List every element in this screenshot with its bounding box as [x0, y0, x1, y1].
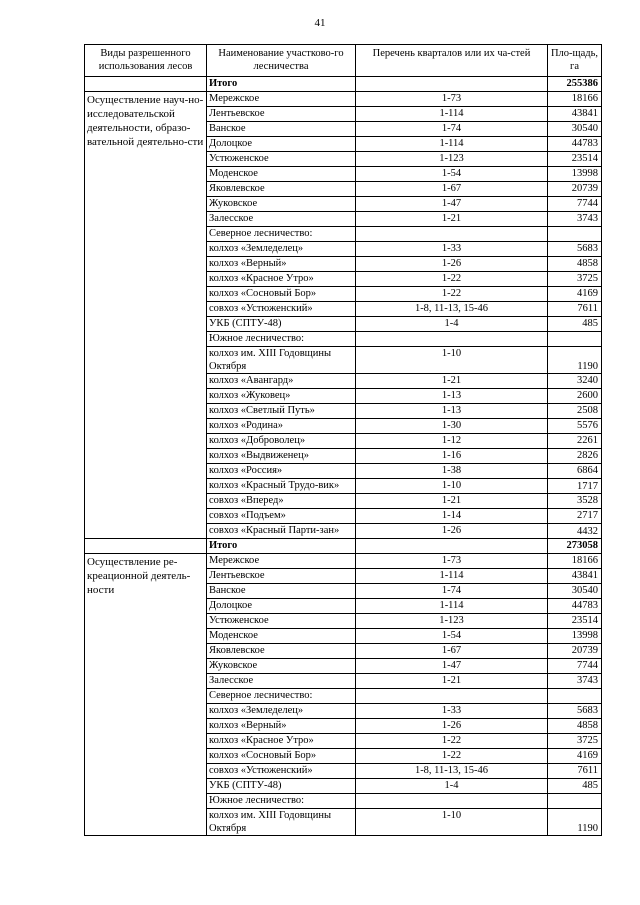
forestry-name-cell: Северное лесничество:: [207, 689, 356, 704]
quarters-cell: 1-54: [356, 629, 548, 644]
quarters-cell: 1-22: [356, 272, 548, 287]
use-type-cell: Осуществление науч-но-исследовательской деятельности, образо-вательной деятельно-сти: [85, 92, 207, 539]
forestry-name-cell: Жуковское: [207, 197, 356, 212]
area-cell: 13998: [548, 167, 602, 182]
forestry-name-cell: Ванское: [207, 584, 356, 599]
forestry-name-cell: колхоз «Красный Трудо-вик»: [207, 479, 356, 494]
quarters-cell: 1-74: [356, 584, 548, 599]
quarters-cell: 1-8, 11-13, 15-46: [356, 764, 548, 779]
total-value: 255386: [548, 77, 602, 92]
forestry-name-cell: Долоцкое: [207, 137, 356, 152]
forestry-name-cell: совхоз «Устюженский»: [207, 764, 356, 779]
area-cell: 20739: [548, 182, 602, 197]
quarters-cell: 1-73: [356, 92, 548, 107]
header-row: [85, 45, 602, 77]
area-cell: 3743: [548, 674, 602, 689]
area-cell: 7744: [548, 659, 602, 674]
quarters-cell: 1-33: [356, 242, 548, 257]
quarters-cell: 1-114: [356, 599, 548, 614]
forestry-name-cell: совхоз «Красный Парти-зан»: [207, 524, 356, 539]
quarters-cell: 1-10: [356, 479, 548, 494]
total-row: [85, 539, 602, 554]
forestry-name-cell: Южное лесничество:: [207, 794, 356, 809]
quarters-cell: 1-30: [356, 419, 548, 434]
quarters-cell: 1-74: [356, 122, 548, 137]
forestry-name-cell: Устюженское: [207, 614, 356, 629]
forestry-name-cell: колхоз «Россия»: [207, 464, 356, 479]
quarters-cell: 1-123: [356, 152, 548, 167]
quarters-cell: [356, 794, 548, 809]
forestry-name-cell: колхоз «Авангард»: [207, 374, 356, 389]
area-cell: 18166: [548, 92, 602, 107]
quarters-cell: 1-10: [356, 347, 548, 374]
area-cell: 3725: [548, 272, 602, 287]
total-label: Итого: [207, 539, 356, 554]
forestry-name-cell: Моденское: [207, 167, 356, 182]
forestry-name-cell: Моденское: [207, 629, 356, 644]
quarters-cell: 1-67: [356, 644, 548, 659]
quarters-cell: [356, 227, 548, 242]
area-cell: 13998: [548, 629, 602, 644]
area-cell: 2261: [548, 434, 602, 449]
area-cell: 3240: [548, 374, 602, 389]
quarters-cell: 1-12: [356, 434, 548, 449]
forestry-name-cell: Яковлевское: [207, 644, 356, 659]
header-quarters: Перечень кварталов или их ча-стей: [356, 45, 548, 77]
area-cell: 30540: [548, 122, 602, 137]
area-cell: 5683: [548, 242, 602, 257]
quarters-cell: 1-21: [356, 374, 548, 389]
quarters-cell: 1-14: [356, 509, 548, 524]
forestry-name-cell: колхоз «Земледелец»: [207, 704, 356, 719]
quarters-cell: 1-21: [356, 494, 548, 509]
table-row: [85, 92, 602, 107]
area-cell: 6864: [548, 464, 602, 479]
forestry-name-cell: колхоз «Выдвиженец»: [207, 449, 356, 464]
use-type-cell: Осуществление ре-креационной деятель-ности: [85, 554, 207, 836]
quarters-cell: 1-38: [356, 464, 548, 479]
forestry-name-cell: УКБ (СПТУ-48): [207, 779, 356, 794]
header-use: Виды разрешенного использования лесов: [85, 45, 207, 77]
table-header: [85, 45, 602, 77]
header-area: Пло-щадь, га: [548, 45, 602, 77]
quarters-cell: [356, 689, 548, 704]
quarters-cell: 1-47: [356, 197, 548, 212]
quarters-cell: 1-4: [356, 317, 548, 332]
header-forestry-name: Наименование участково-го лесничества: [207, 45, 356, 77]
quarters-cell: 1-4: [356, 779, 548, 794]
table-row: [85, 554, 602, 569]
area-cell: 23514: [548, 152, 602, 167]
quarters-cell: 1-26: [356, 524, 548, 539]
area-cell: 4169: [548, 749, 602, 764]
forestry-name-cell: колхоз «Сосновый Бор»: [207, 749, 356, 764]
forestry-name-cell: колхоз «Красное Утро»: [207, 734, 356, 749]
area-cell: 43841: [548, 107, 602, 122]
quarters-cell: 1-21: [356, 674, 548, 689]
quarters-cell: 1-114: [356, 137, 548, 152]
quarters-cell: 1-13: [356, 404, 548, 419]
quarters-cell: 1-114: [356, 569, 548, 584]
forestry-name-cell: колхоз «Доброволец»: [207, 434, 356, 449]
forestry-name-cell: Устюженское: [207, 152, 356, 167]
forestry-name-cell: Залесское: [207, 674, 356, 689]
quarters-cell: [356, 332, 548, 347]
forestry-name-cell: совхоз «Вперед»: [207, 494, 356, 509]
forestry-name-cell: Лентьевское: [207, 107, 356, 122]
quarters-cell: 1-22: [356, 749, 548, 764]
area-cell: 2508: [548, 404, 602, 419]
quarters-cell: 1-10: [356, 809, 548, 836]
area-cell: [548, 332, 602, 347]
area-cell: 485: [548, 779, 602, 794]
area-cell: 44783: [548, 599, 602, 614]
area-cell: [548, 227, 602, 242]
forestry-name-cell: колхоз «Земледелец»: [207, 242, 356, 257]
total-empty-cell: [85, 77, 207, 92]
forestry-name-cell: колхоз «Родина»: [207, 419, 356, 434]
quarters-cell: 1-22: [356, 287, 548, 302]
forestry-name-cell: УКБ (СПТУ-48): [207, 317, 356, 332]
quarters-cell: 1-13: [356, 389, 548, 404]
land-use-table: [84, 44, 602, 836]
total-label: Итого: [207, 77, 356, 92]
forestry-name-cell: колхоз «Жуковец»: [207, 389, 356, 404]
area-cell: 2600: [548, 389, 602, 404]
area-cell: 18166: [548, 554, 602, 569]
area-cell: 23514: [548, 614, 602, 629]
forestry-name-cell: колхоз им. XIII Годовщины Октября: [207, 347, 356, 374]
total-empty-cell: [85, 539, 207, 554]
quarters-cell: 1-33: [356, 704, 548, 719]
area-cell: [548, 794, 602, 809]
area-cell: 44783: [548, 137, 602, 152]
area-cell: 43841: [548, 569, 602, 584]
forestry-name-cell: Залесское: [207, 212, 356, 227]
area-cell: 4432: [548, 524, 602, 539]
quarters-cell: 1-16: [356, 449, 548, 464]
forestry-name-cell: колхоз «Сосновый Бор»: [207, 287, 356, 302]
area-cell: 4858: [548, 719, 602, 734]
area-cell: 4169: [548, 287, 602, 302]
quarters-cell: 1-21: [356, 212, 548, 227]
area-cell: 5683: [548, 704, 602, 719]
area-cell: 4858: [548, 257, 602, 272]
area-cell: 3725: [548, 734, 602, 749]
forestry-name-cell: колхоз им. XIII Годовщины Октября: [207, 809, 356, 836]
quarters-cell: 1-8, 11-13, 15-46: [356, 302, 548, 317]
area-cell: 3743: [548, 212, 602, 227]
area-cell: 1190: [548, 347, 602, 374]
area-cell: 5576: [548, 419, 602, 434]
forestry-name-cell: колхоз «Светлый Путь»: [207, 404, 356, 419]
page-number: 41: [314, 17, 326, 29]
quarters-cell: 1-22: [356, 734, 548, 749]
quarters-cell: 1-67: [356, 182, 548, 197]
total-quarters-cell: [356, 539, 548, 554]
forestry-name-cell: Долоцкое: [207, 599, 356, 614]
total-value: 273058: [548, 539, 602, 554]
table-body: [85, 77, 602, 836]
quarters-cell: 1-73: [356, 554, 548, 569]
forestry-name-cell: колхоз «Верный»: [207, 719, 356, 734]
area-cell: 7744: [548, 197, 602, 212]
quarters-cell: 1-123: [356, 614, 548, 629]
area-cell: 2826: [548, 449, 602, 464]
quarters-cell: 1-114: [356, 107, 548, 122]
forestry-name-cell: совхоз «Устюженский»: [207, 302, 356, 317]
forestry-name-cell: Ванское: [207, 122, 356, 137]
quarters-cell: 1-47: [356, 659, 548, 674]
forestry-name-cell: Жуковское: [207, 659, 356, 674]
forestry-name-cell: колхоз «Верный»: [207, 257, 356, 272]
area-cell: 7611: [548, 302, 602, 317]
area-cell: 1717: [548, 479, 602, 494]
area-cell: 3528: [548, 494, 602, 509]
forestry-name-cell: Мережское: [207, 92, 356, 107]
quarters-cell: 1-26: [356, 257, 548, 272]
forestry-name-cell: Мережское: [207, 554, 356, 569]
forestry-name-cell: колхоз «Красное Утро»: [207, 272, 356, 287]
area-cell: 20739: [548, 644, 602, 659]
forestry-name-cell: Лентьевское: [207, 569, 356, 584]
area-cell: [548, 689, 602, 704]
area-cell: 7611: [548, 764, 602, 779]
forestry-name-cell: Северное лесничество:: [207, 227, 356, 242]
total-row: [85, 77, 602, 92]
forestry-name-cell: Южное лесничество:: [207, 332, 356, 347]
total-quarters-cell: [356, 77, 548, 92]
quarters-cell: 1-26: [356, 719, 548, 734]
area-cell: 30540: [548, 584, 602, 599]
forestry-name-cell: Яковлевское: [207, 182, 356, 197]
area-cell: 2717: [548, 509, 602, 524]
area-cell: 1190: [548, 809, 602, 836]
quarters-cell: 1-54: [356, 167, 548, 182]
forestry-name-cell: совхоз «Подъем»: [207, 509, 356, 524]
area-cell: 485: [548, 317, 602, 332]
